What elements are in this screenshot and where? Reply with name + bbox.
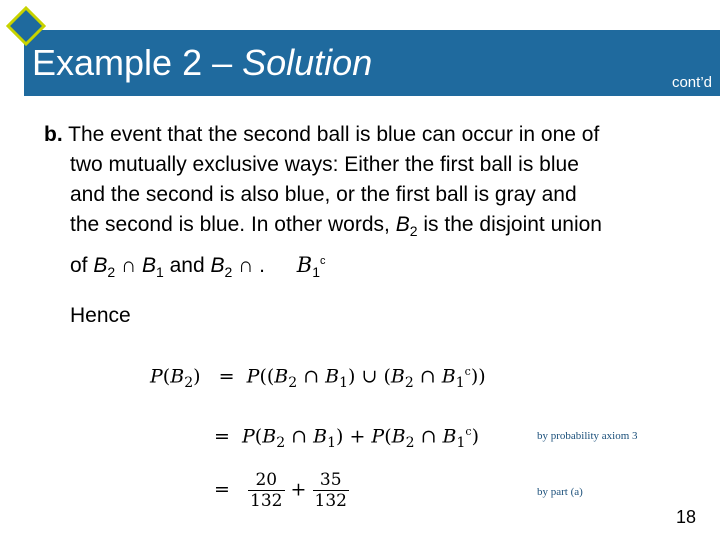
title-bar <box>24 30 720 96</box>
title-main: Example 2 – <box>32 42 233 83</box>
continued-label: cont’d <box>671 74 712 91</box>
equation-line-1: $P(B_2) = P((B_2$ ∩ $B_1$) ∪ ($B_2$ ∩ $B_1^c$)) <box>150 365 486 392</box>
body-line-4: the second is blue. In other words, $B_2$ is the disjoint union <box>70 213 602 240</box>
fraction-2: $\frac{35}{132}$ <box>314 470 347 511</box>
body-line-5: of $B_2$ ∩ $B_1$ and $B_2$ ∩ . $B_1^c$ <box>70 253 326 281</box>
note-part-a: by part (a) <box>537 486 583 498</box>
fraction-1: $\frac{20}{132}$ <box>250 470 283 511</box>
equation-line-2: = $P(B_2$ ∩ $B_1) + P(B_2$ ∩ $B_1^c$) <box>214 425 480 452</box>
hence-label: Hence <box>70 304 131 327</box>
title-italic: Solution <box>242 42 373 83</box>
body-line-2: two mutually exclusive ways: Either the first ball is blue <box>70 153 579 176</box>
note-axiom: by probability axiom 3 <box>537 430 638 442</box>
body-line-1: b. The event that the second ball is blue can occur in one of <box>44 123 600 146</box>
body-line-3: and the second is also blue, or the first ball is gray and <box>70 183 577 206</box>
page-title <box>32 42 372 84</box>
part-label: b. <box>44 123 63 146</box>
page-number: 18 <box>675 507 696 527</box>
equation-line-3: = $\frac{20}{132}$ + $\frac{35}{132}$ <box>214 470 347 511</box>
diamond-logo-icon <box>6 6 46 46</box>
body-paragraph <box>44 120 694 287</box>
